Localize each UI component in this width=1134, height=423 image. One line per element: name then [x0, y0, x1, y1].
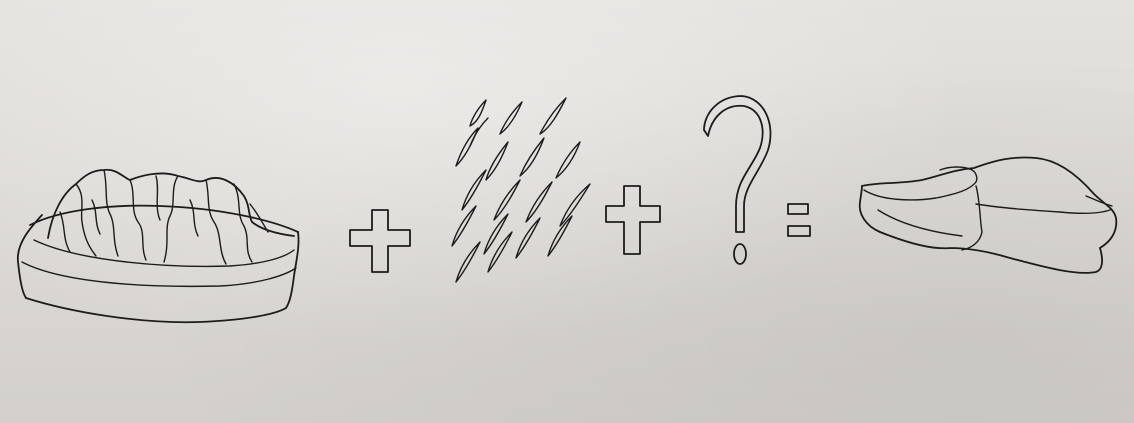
- grass-strokes-icon: [452, 98, 590, 282]
- shoe-icon: [860, 157, 1117, 272]
- plus-icon: [350, 210, 410, 272]
- bowl-of-food-icon: [18, 170, 299, 322]
- equals-icon: [788, 204, 810, 236]
- plus-icon: [606, 186, 660, 254]
- question-mark-icon: [704, 96, 770, 264]
